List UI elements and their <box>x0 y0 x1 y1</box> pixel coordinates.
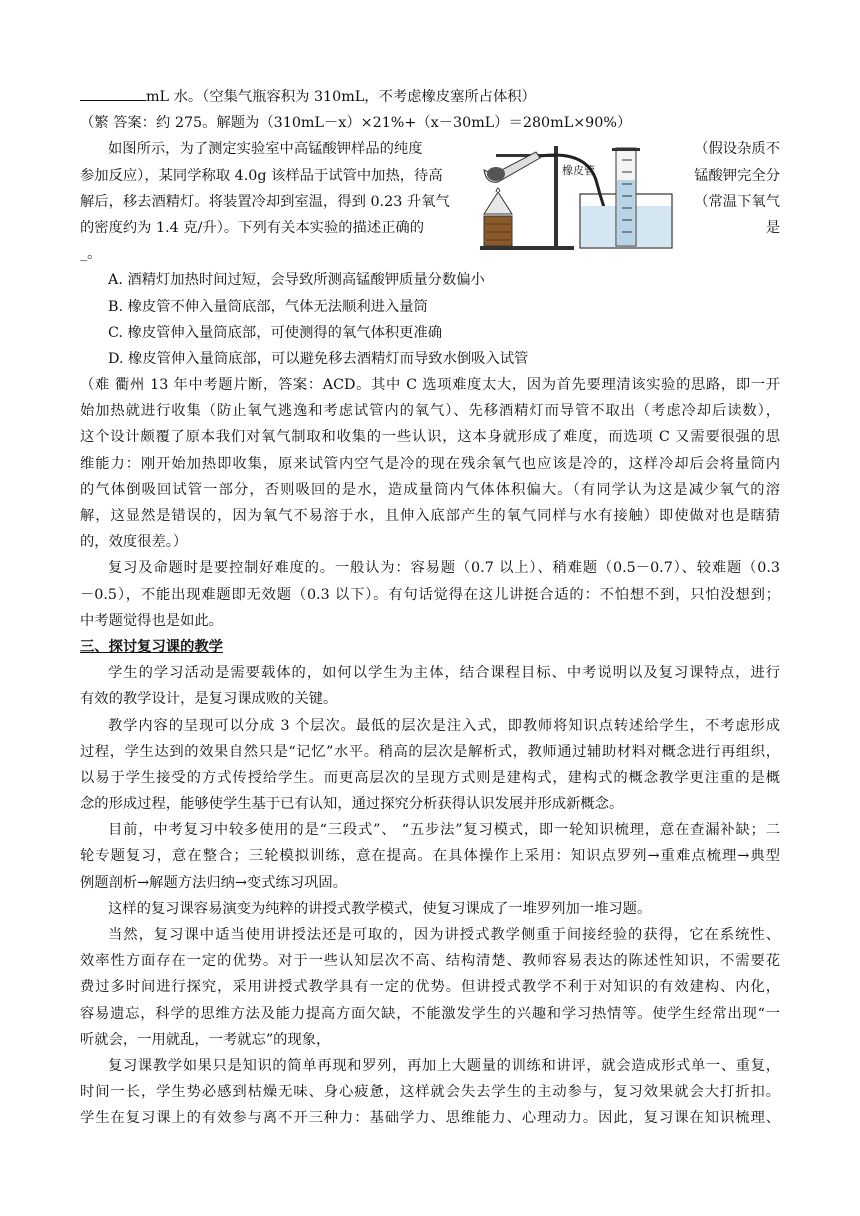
option-a: A. 酒精灯加热时间过短，会导致所测高锰酸钾质量分数偏小 <box>108 272 485 289</box>
apparatus-diagram <box>476 140 676 254</box>
question-line: _。 <box>80 246 102 263</box>
paragraph-line: 轮专题复习，意在整合；三轮模拟训练，意在提高。在具体操作上采用：知识点罗列→重难点梳理→典型 <box>80 848 780 865</box>
analysis-line: 的气体倒吸回试管一部分，否则吸回的是水，造成量筒内气体体积偏大。（有同学认为这是减少氧气的溶 <box>80 481 780 498</box>
analysis-line: 始加热就进行收集（防止氧气逃逸和考虑试管内的氧气）、先移酒精灯而导管不取出（考虑冷却后读数）， <box>80 403 780 420</box>
paragraph-line: 学生在复习课上的有效参与离不开三种力：基础学力、思维能力、心理动力。因此，复习课在知识梳理、 <box>80 1110 780 1127</box>
paragraph-line: 听就会，一用就乱，一考就忘”的现象， <box>80 1031 331 1048</box>
paragraph-line: 当然，复习课中适当使用讲授法还是可取的，因为讲授式教学侧重于间接经验的获得，它在系统性、 <box>108 927 780 943</box>
option-b: B. 橡皮管不伸入量筒底部，气体无法顺利进入量筒 <box>108 298 428 315</box>
paragraph-line: －0.5），不能出现难题即无效题（0.3 以下）。有句话觉得在这儿讲挺合适的：不怕想不到，只怕没想到； <box>80 586 780 603</box>
answer-blank <box>80 86 146 101</box>
section-heading: 三、探讨复习课的教学 <box>80 638 223 655</box>
analysis-line: 这个设计颇覆了原本我们对氧气制取和收集的一些认识，这本身就形成了难度，而选项 C 又需要很强的思 <box>80 429 780 446</box>
paragraph-line: 念的形成过程，能够使学生基于已有认知，通过探究分析获得认识发展并形成新概念。 <box>80 796 624 813</box>
apparatus-figure <box>476 140 676 254</box>
paragraph-line: 时间一长，学生势必感到枯燥无味、身心疲惫，这样就会失去学生的主动参与，复习效果就会大打折扣。 <box>80 1084 780 1101</box>
answer-note: （繁 答案：约 275。解题为（310mL－x）×21%+（x－30mL）＝280mL×90%） <box>80 115 632 132</box>
analysis-line: （难 衢州 13 年中考题片断，答案：ACD。其中 C 选项难度太大，因为首先要理清该实验的思路，即一开 <box>80 377 780 394</box>
analysis-line: 解，这显然是错误的，因为氧气不易溶于水，且伸入底部产生的氧气同样与水有接触）即使做对也是瞎猜 <box>80 508 780 524</box>
analysis-line: 的，效度很差。） <box>80 534 188 551</box>
fill-in-line: mL 水。（空集气瓶容积为 310mL，不考虑橡皮塞所占体积） <box>80 84 780 110</box>
paragraph-line: 学生的学习活动是需要载体的，如何以学生为主体，结合课程目标、中考说明以及复习课特点，进行 <box>108 665 780 682</box>
paragraph-line: 教学内容的呈现可以分成 3 个层次。最低的层次是注入式，即教师将知识点转述给学生，不考虑形成 <box>108 717 780 734</box>
paragraph-line: 以易于学生接受的方式传授给学生。而更高层次的呈现方式则是建构式，建构式的概念教学更注重的是概 <box>80 769 780 786</box>
question-line: 解后，移去酒精灯。将装置冷却到室温，得到 0.23 升氧气 （常温下氧气 <box>80 193 780 210</box>
paragraph-line: 容易遗忘，科学的思维方法及能力提高方面欠缺，不能激发学生的兴趣和学习热情等。使学生经常出现“一 <box>80 1005 780 1022</box>
paragraph-line: 这样的复习课容易演变为纯粹的讲授式教学模式，使复习课成了一堆罗列加一堆习题。 <box>108 900 652 917</box>
tube-label: 橡皮管 <box>562 164 595 177</box>
question-line: 参加反应），某同学称取 4.0g 该样品于试管中加热，待高 锰酸钾完全分 <box>80 167 780 184</box>
question-line: 的密度约为 1.4 克/升）。下列有关本实验的描述正确的 是 <box>80 219 780 236</box>
analysis-line: 维能力：刚开始加热即收集，原来试管内空气是冷的现在残余氧气也应该是冷的，这样冷却后会将量筒内 <box>80 455 780 472</box>
paragraph-line: 复习及命题时是要控制好难度的。一般认为：容易题（0.7 以上）、稍难题（0.5－0.7）、较难题（0.3 <box>108 560 780 577</box>
paragraph-line: 中考题觉得也是如此。 <box>80 612 223 629</box>
paragraph-line: 例题剖析→解题方法归纳→变式练习巩固。 <box>80 874 348 891</box>
paragraph-line: 有效的教学设计，是复习课成败的关键。 <box>80 691 338 708</box>
paragraph-line: 费过多时间进行探究，采用讲授式教学具有一定的优势。但讲授式教学不利于对知识的有效建构、内化， <box>80 979 780 996</box>
paragraph-line: 效率性方面存在一定的优势。对于一些认知层次不高、结构清楚、教师容易表达的陈述性知识，不需要花 <box>80 953 780 970</box>
option-c: C. 橡皮管伸入量筒底部，可使测得的氧气体积更准确 <box>108 324 443 341</box>
option-d: D. 橡皮管伸入量筒底部，可以避免移去酒精灯而导致水倒吸入试管 <box>108 350 529 367</box>
paragraph-line: 复习课教学如果只是知识的简单再现和罗列，再加上大题量的训练和讲评，就会造成形式单一、重复， <box>108 1057 780 1074</box>
paragraph-line: 目前，中考复习中较多使用的是“三段式”、 “五步法”复习模式，即一轮知识梳理，意在查漏补缺；二 <box>108 822 780 839</box>
paragraph-line: 过程，学生达到的效果自然只是“记忆”水平。稍高的层次是解析式，教师通过辅助材料对概念进行再组织， <box>80 743 780 760</box>
question-line: 如图所示，为了测定实验室中高锰酸钾样品的纯度 （假设杂质不 <box>108 141 780 158</box>
